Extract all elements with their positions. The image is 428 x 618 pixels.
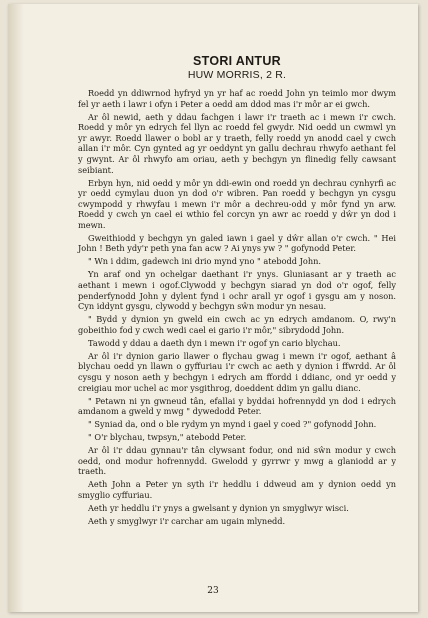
paragraph: " Syniad da, ond o ble rydym yn mynd i gael y coed ?" gofynodd John. [88,419,377,430]
paragraph: Ar ôl i'r ddau gynnau'r tân clywsant fodur, ond nid sŵn modur y cwch oedd, ond modur hofrennydd. Gwelodd y gyrrwr y mwg a glaniodd ar y traeth. [78,445,396,477]
paragraph: " Petawn ni yn gwneud tân, efallai y byddai hofrennydd yn dod i edrych amdanom a gweld y mwg " dywedodd Peter. [78,395,396,417]
paragraph: " Bydd y dynion yn gweld ein cwch ac yn edrych amdanom. O, rwy'n gobeithio fod y cwch wedi cael ei gario i'r môr," sibrydodd John. [78,314,396,335]
paragraph: Aeth y smyglwyr i'r carchar am ugain mlynedd. [88,515,286,526]
story-body [78,54,396,529]
paragraph: " Wn i ddim, gadewch ini drio mynd yno " atebodd John. [88,256,321,267]
paragraph: " O'r blychau, twpsyn," atebodd Peter. [88,432,247,443]
book-page [8,4,418,612]
paragraph: Gweithiodd y bechgyn yn galed iawn i gael y dŵr allan o'r cwch. " Hei John ! Beth ydy'r peth yna fan acw ? Ai ynys yw ? " gofynodd Peter. [78,232,396,254]
story-title: STORI ANTUR [192,54,282,68]
page-number: 23 [207,586,219,596]
paragraph: Ar ôl newid, aeth y ddau fachgen i lawr i'r traeth ac i mewn i'r cwch. Roedd y môr yn edrych fel llyn ac roedd fel gwydr. Nid oedd un cwmwl yn yr awyr. Roedd llawer o bobl ar y traeth, felly roedd yn anodd cael y cwch allan i'r môr. Cyn gynted ag yr oeddynt yn gallu dechrau rhwyfo aethant fel y gwynt. Ar ôl rhwyfo am oriau, aeth y bechgyn yn flinedig felly cawsant seibiant. [78,111,396,175]
paragraph: Erbyn hyn, nid oedd y môr yn ddi-ewin ond roedd yn dechrau cynhyrfi ac yr oedd cymylau duon yn dod o'r wibren. Pan roedd y bechgyn yn cysgu cwympodd y rhwyfau i mewn i'r môr a dechreu-odd y môr fynd yn arw. Roedd y cwch yn cael ei wthio fel corcyn yn awr ac roedd y dŵr yn dod i mewn. [78,177,396,230]
paragraph: Roedd yn ddiwrnod hyfryd yn yr haf ac roedd John yn teimlo mor dwym fel yr aeth i lawr i ofyn i Peter a oedd am ddod mas i'r môr ar ei gwch. [78,88,396,109]
paragraph: Tawodd y ddau a daeth dyn i mewn i'r ogof yn cario blychau. [88,337,341,348]
page-gutter [8,4,24,612]
paragraph: Aeth yr heddlu i'r ynys a gwelsant y dynion yn smyglwyr wisci. [88,502,349,513]
story-author: HUW MORRIS, 2 R. [187,69,287,81]
paragraph: Aeth John a Peter yn syth i'r heddlu i ddweud am y dynion oedd yn smyglio cyffuriau. [78,479,396,500]
paragraph: Yn araf ond yn ochelgar daethant i'r ynys. Gluniasant ar y traeth ac aethant i mewn i ogof.Clywodd y bechgyn siarad yn dod o'r ogof, felly penderfynodd John y dylent fynd i ochr arall yr ogof i gysgu am y noson. Cyn iddynt gysgu, clywodd y bechgyn sŵn modur yn nesau. [78,269,396,312]
paragraph: Ar ôl i'r dynion gario llawer o flychau gwag i mewn i'r ogof, aethant â blychau oedd yn llawn o gyffuriau i'r cwch ac aeth y dynion i ffwrdd. Ar ôl cysgu y noson aeth y bechgyn i edrych am ffordd i ddianc, ond yr oedd y creigiau mor uchel ac mor ysgithrog, doeddent ddim yn gallu dianc. [78,350,396,393]
